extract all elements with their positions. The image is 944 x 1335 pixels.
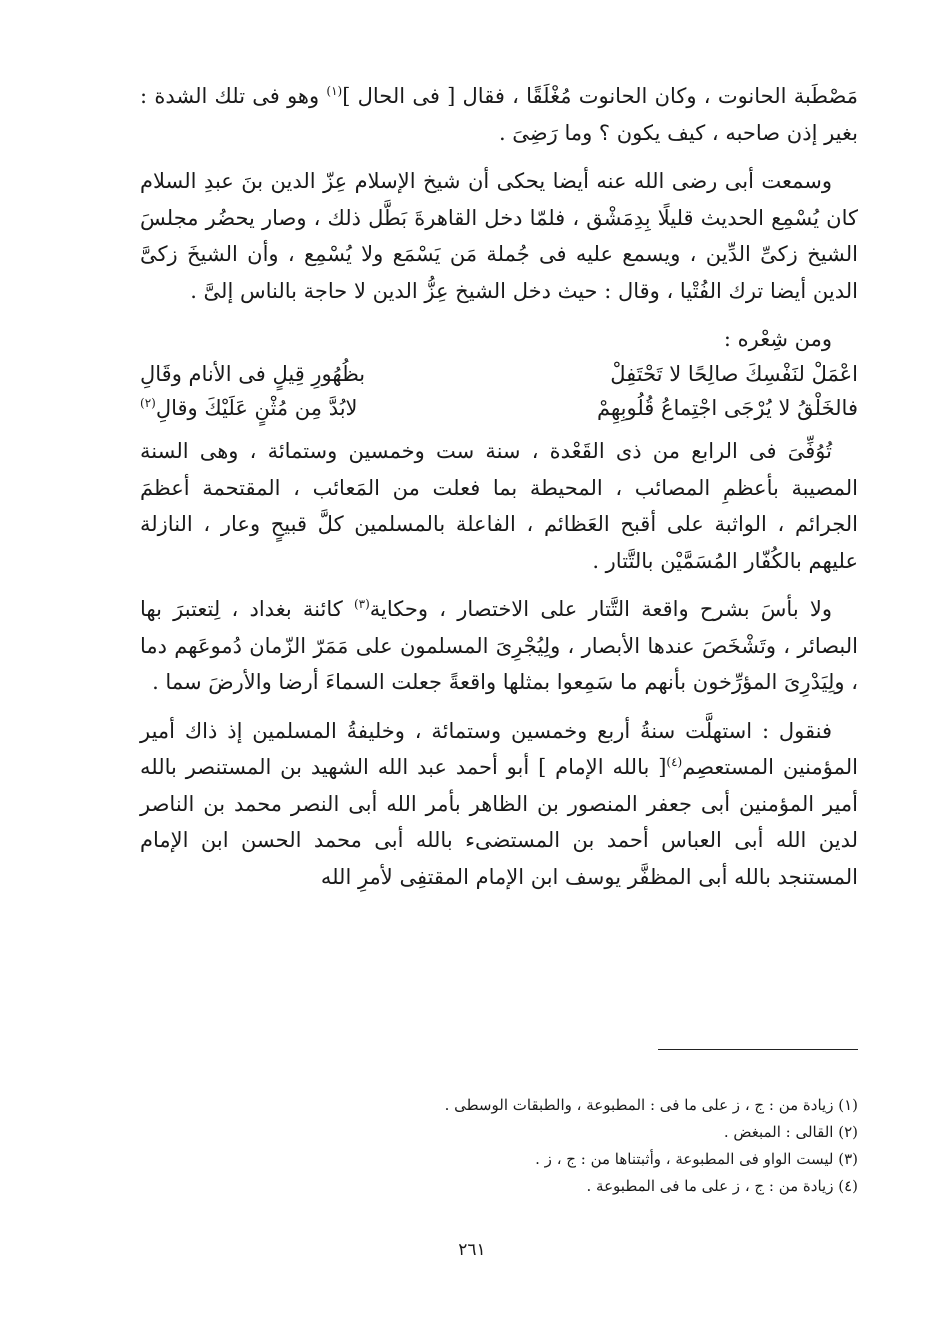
verse-line xyxy=(140,357,858,391)
paragraph-text: فنقول : استهلَّت سنةُ أربع وخمسين وستمائة ، وخليفةُ المسلمين إذ ذاك أمير المؤمنين المستعصِم xyxy=(140,718,858,779)
hemistich-text: فالخَلْقُ لا يُرْجَى اجْتِماعُ قُلُوبِهِمْ xyxy=(596,396,858,420)
footnote: (١) زيادة من : ج ، ز على ما فى : المطبوعة ، والطبقات الوسطى . xyxy=(444,1096,858,1114)
paragraphs-before-verse xyxy=(140,78,858,309)
paragraph-text: وهو فى تلك الشدة : بغير إذن صاحبه ، كيف يكون ؟ وما رَضِىَ . xyxy=(140,84,858,145)
paragraph-text: [ بالله الإمام ] أبو أحمد عبد الله الشهيد بن المستنصر بالله أمير المؤمنين أبى جعفر المنصور بن الظاهر بأمر الله أبى النصر محمد بن الناصر لدين الله أبى العباس أحمد بن المستضىء بالله أبى محمد الحسن ابن الإمام المستنجد بالله أبى المظفَّر يوسف ابن الإمام المقتفِى لأمرِ الله xyxy=(140,755,858,889)
paragraph xyxy=(140,713,858,896)
hemistich-text: لابُدَّ مِن مُثْنٍ عَلَيْكَ وقالِ xyxy=(155,396,358,420)
footnotes xyxy=(158,1092,858,1200)
paragraph xyxy=(140,78,858,151)
paragraph-text: مَصْطَبة الحانوت ، وكان الحانوت مُغْلَقًا ، فقال [ فى الحال ] xyxy=(342,84,858,108)
footnote-marker: (٣) xyxy=(353,597,370,611)
paragraph xyxy=(140,433,858,579)
hemistich-text: اعْمَلْ لنَفْسِكَ صالِحًا لا تَحْتَفِلْ xyxy=(610,362,858,386)
second-hemistich xyxy=(140,357,470,391)
paragraph-text: كائنة بغداد ، لِتعتبرَ بها البصائر ، وتَشْخَصَ عندها الأبصار ، ولِيُجْرِىَ المسلمون على مَمَرّ الزّمان دُموعَهم دما ، ولِيَدْرِىَ المؤرِّخون بأنهم ما سَمِعوا بمثلها واقعةً جعلت السماءَ أرضا والأرضَ سما . xyxy=(140,597,858,694)
footnote: (٢) القالى : المبغض . xyxy=(723,1123,858,1141)
paragraph-text: وسمعت أبى رضى الله عنه أيضا يحكى أن شيخ الإسلام عِزّ الدين بنَ عبدِ السلام كان يُسْمِع الحديث قليلًا بِدِمَشْق ، فلمّا دخل القاهرةَ بَطَّل ذلك ، وصار يحضُر مجلسَ الشيخ زكىِّ الدِّين ، ويسمع عليه فى جُملة مَن يَسْمَع ولا يُسْمِع ، وأن الشيخَ زكىَّ الدين أيضا ترك الفُتْيا ، وقال : حيث دخل الشيخ عِزُّ الدين لا حاجة بالناس إلىَّ . xyxy=(140,169,858,303)
verse-intro: ومن شِعْره : xyxy=(723,327,832,351)
verse-line xyxy=(140,391,858,425)
first-hemistich xyxy=(528,391,858,425)
paragraph xyxy=(140,163,858,309)
paragraph-text: تُوُفِّىَ فى الرابع من ذى القَعْدة ، سنة ست وخمسين وستمائة ، وهى السنة المصيبة بأعظمِ المصائب ، المحيطة بما فعلت من المَعائب ، المقتحمة أعظمَ الجرائم ، الواثبة على أقبح العَظائم ، الفاعلة بالمسلمين كلَّ قبيحٍ وعار ، النازلة عليهم بالكُفّار المُسَمَّيْن بالتَّتار . xyxy=(140,439,858,573)
first-hemistich xyxy=(528,357,858,391)
second-hemistich xyxy=(140,391,470,425)
paragraphs-after-verse xyxy=(140,433,858,895)
page-number: ٢٦١ xyxy=(458,1240,486,1260)
footnote-marker: (٤) xyxy=(666,755,683,769)
footnote-marker: (١) xyxy=(326,84,343,98)
hemistich-text: بظُهُورِ قِيلٍ فى الأنام وقَالِ xyxy=(140,362,366,386)
page-body xyxy=(140,78,858,907)
footnote-marker: (٢) xyxy=(140,396,156,410)
footnote: (٣) ليست الواو فى المطبوعة ، وأثبتناها من : ج ، ز . xyxy=(535,1150,858,1168)
poem-verses xyxy=(140,357,858,425)
paragraph-text: ولا بأسَ بشرح واقعة التَّتار على الاختصار ، وحكاية xyxy=(369,597,832,621)
footnote-separator xyxy=(658,1049,858,1050)
footnote: (٤) زيادة من : ج ، ز على ما فى المطبوعة . xyxy=(586,1177,858,1195)
paragraph xyxy=(140,591,858,701)
